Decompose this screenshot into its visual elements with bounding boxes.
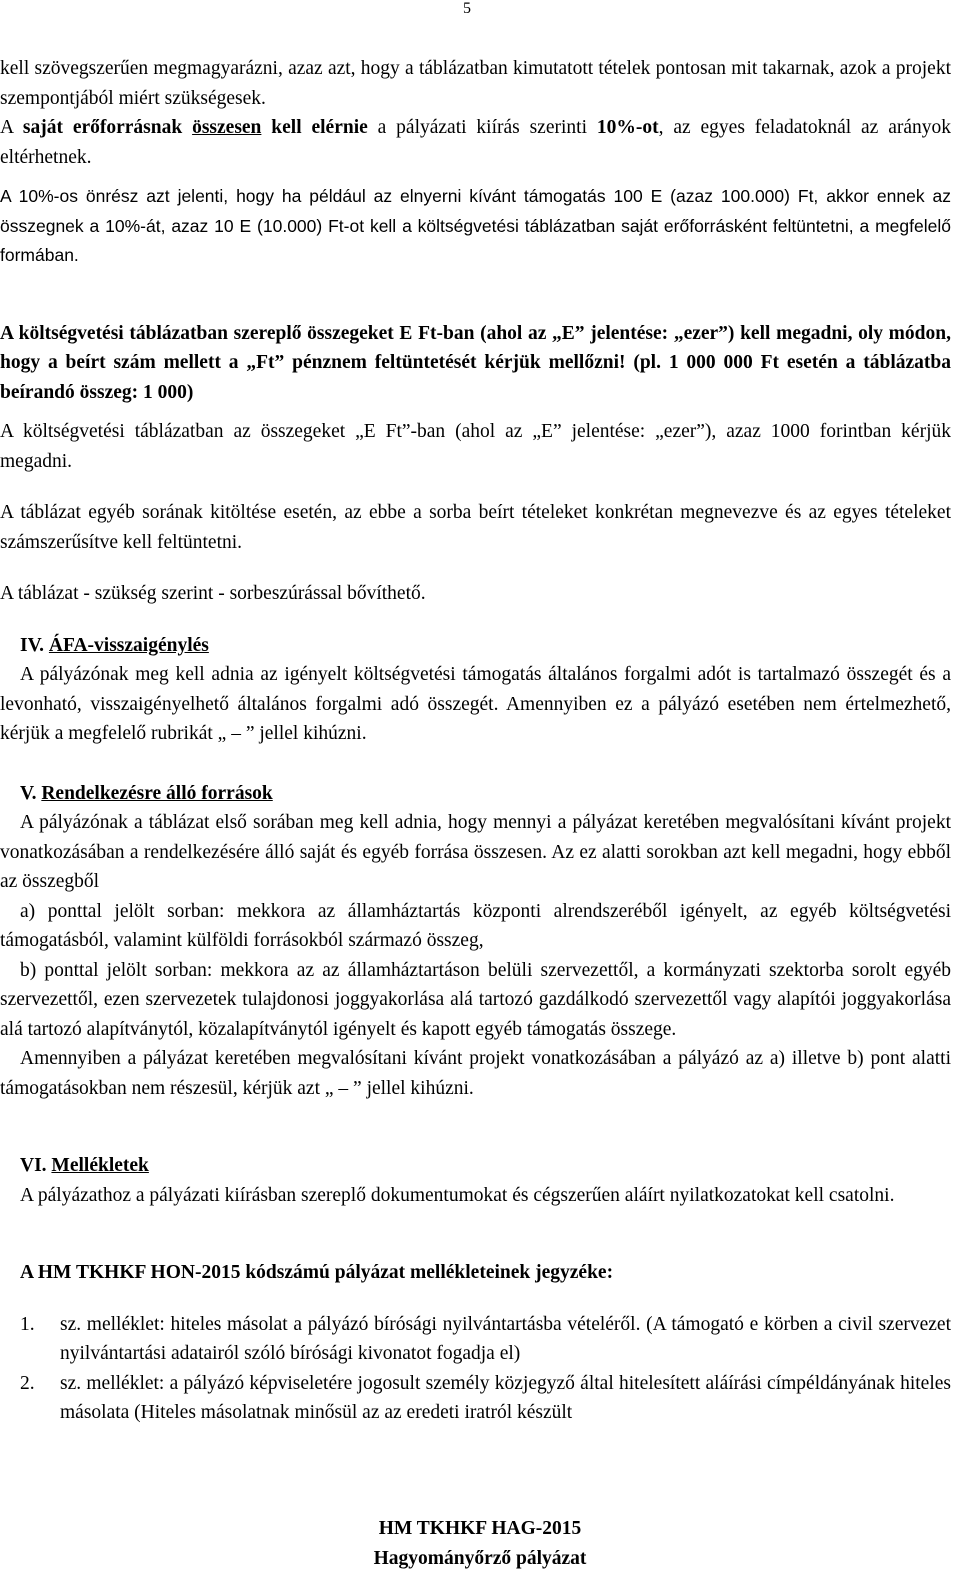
- footer-line-2: Hagyományőrző pályázat: [373, 1548, 587, 1569]
- list-item: [0, 1369, 951, 1428]
- section-4-body: A pályázónak meg kell adnia az igényelt költségvetési támogatás általános forgalmi adót is tartalmazó összegét és a levonható, visszaigényelhető általános forgalmi adó összegét. Amennyiben ez a pályázó esetében nem értelmezhető, kérjük a megfelelő rubrikát „ – ” jellel kihúzni.: [0, 664, 951, 744]
- section-title: [41, 783, 272, 804]
- section-title-text: Rendelkezésre álló források: [41, 782, 273, 804]
- section-5-item-b: b) ponttal jelölt sorban: mekkora az az államháztartáson belüli szervezettől, a kormányzati szektorba sorolt egyéb szervezettől, ezen szervezetek tulajdonosi joggyakorlása alá tartozó gazdálkodó szervezettől vagy alapítói joggyakorlása alá tartozó alapítványtól, közalapítványtól igényelt és kapott egyéb támogatás összege.: [0, 959, 951, 1040]
- bold-run: saját erőforrásnak: [22, 117, 193, 138]
- section-6-body: A pályázathoz a pályázati kiírásban szereplő dokumentumokat és cégszerűen aláírt nyilatkozatokat kell csatolni.: [20, 1184, 895, 1206]
- section-title-text: Mellékletek: [51, 1155, 149, 1176]
- section-4-heading: [0, 631, 951, 661]
- bold-run: kell elérnie: [261, 117, 368, 138]
- section-5-closing: Amennyiben a pályázat keretében megvalósítani kívánt projekt vonatkozásában a pályázó az a) illetve b) pont alatti támogatásokban nem részesül, kérjük azt „ – ” jellel kihúzni.: [0, 1048, 951, 1099]
- underlined-run: összesen: [192, 117, 262, 138]
- list-item-text: sz. melléklet: hiteles másolat a pályázó bírósági nyilvántartásba vételéről. (A támogató e körben a civil szervezet nyilvántartási adatairól szóló bírósági kivonatot fogadja el): [60, 1313, 951, 1364]
- section-number: VI.: [20, 1155, 52, 1176]
- bold-run: 10%-ot: [596, 117, 659, 138]
- intro-paragraph-2: [0, 113, 951, 172]
- other-row-paragraph: A táblázat egyéb sorának kitöltése esetén, az ebbe a sorba beírt tételeket konkrétan megnevezve és az egyes tételeket számszerűsítve kell feltüntetni.: [0, 502, 951, 553]
- list-item-text: sz. melléklet: a pályázó képviseletére jogosult személy közjegyző által hitelesített aláírási címpéldányának hiteles másolata (Hiteles másolatnak minősül az az eredeti iratról készült: [60, 1372, 951, 1423]
- thousand-forint-paragraph: A költségvetési táblázatban az összegeket „E Ft”-ban (ahol az „E” jelentése: „ezer”), azaz 1000 forintban kérjük megadni.: [0, 421, 951, 472]
- text-run: A: [0, 117, 23, 138]
- text-run: a pályázati kiírás szerinti: [367, 117, 597, 138]
- list-item-number: 2.: [20, 1372, 35, 1394]
- section-5-heading: [0, 779, 951, 809]
- list-item: [0, 1310, 951, 1369]
- intro-paragraph-3: A 10%-os önrész azt jelenti, hogy ha például az elnyerni kívánt támogatás 100 E (azaz 100.000) Ft, akkor ennek az összegnek a 10%-át, azaz 10 E (10.000) Ft-ot kell a költségvetési táblázatban saját erőforrásként feltüntetni, a megfelelő formában.: [0, 186, 951, 265]
- bold-underlined-run: [192, 117, 261, 138]
- page-number: 5: [463, 0, 471, 17]
- annex-list-title: [0, 1258, 951, 1288]
- section-5-item-a: a) ponttal jelölt sorban: mekkora az államháztartás központi alrendszeréből igényelt, az egyéb költségvetési támogatásból, valamint külföldi forrásokból származó összeg,: [0, 900, 951, 951]
- bold-instruction-paragraph: [0, 319, 951, 408]
- annex-list-title-text: A HM TKHKF HON-2015 kódszámú pályázat mellékleteinek jegyzéke:: [20, 1262, 614, 1283]
- section-6-heading: [0, 1151, 951, 1181]
- annex-list: [0, 1310, 951, 1428]
- bold-run: A költségvetési táblázatban szereplő összegeket E Ft-ban (ahol az „E” jelentése: „ezer”) kell megadni, oly módon, hogy a beírt szám mellett a „Ft” pénznem feltüntetését kérjük mellőzni! (pl. 1 000 000 Ft esetén a táblázatba beírandó összeg: 1 000): [0, 322, 951, 403]
- section-title: [51, 1155, 148, 1176]
- footer-line-1: HM TKHKF HAG-2015: [378, 1518, 582, 1539]
- page-content: [0, 54, 951, 1428]
- list-item-number: 1.: [20, 1313, 35, 1335]
- section-5-body: A pályázónak a táblázat első sorában meg kell adnia, hogy mennyi a pályázat keretében megvalósítani kívánt projekt vonatkozásában a rendelkezésére álló saját és egyéb forrása összesen. Az ez alatti sorokban azt kell megadni, hogy ebből az összegből: [0, 812, 951, 892]
- section-number: IV.: [20, 634, 49, 656]
- intro-paragraph-1: kell szövegszerűen megmagyarázni, azaz azt, hogy a táblázatban kimutatott tételek pontosan mit takarnak, azok a projekt szempontjából miért szükségesek.: [0, 58, 951, 109]
- section-number: V.: [20, 782, 42, 804]
- table-extend-paragraph: A táblázat - szükség szerint - sorbeszúrással bővíthető.: [0, 583, 426, 604]
- section-title: [49, 635, 209, 656]
- text-run: , az egyes feladatoknál az arányok eltérhetnek.: [0, 117, 951, 168]
- section-title-text: ÁFA-visszaigénylés: [48, 634, 209, 656]
